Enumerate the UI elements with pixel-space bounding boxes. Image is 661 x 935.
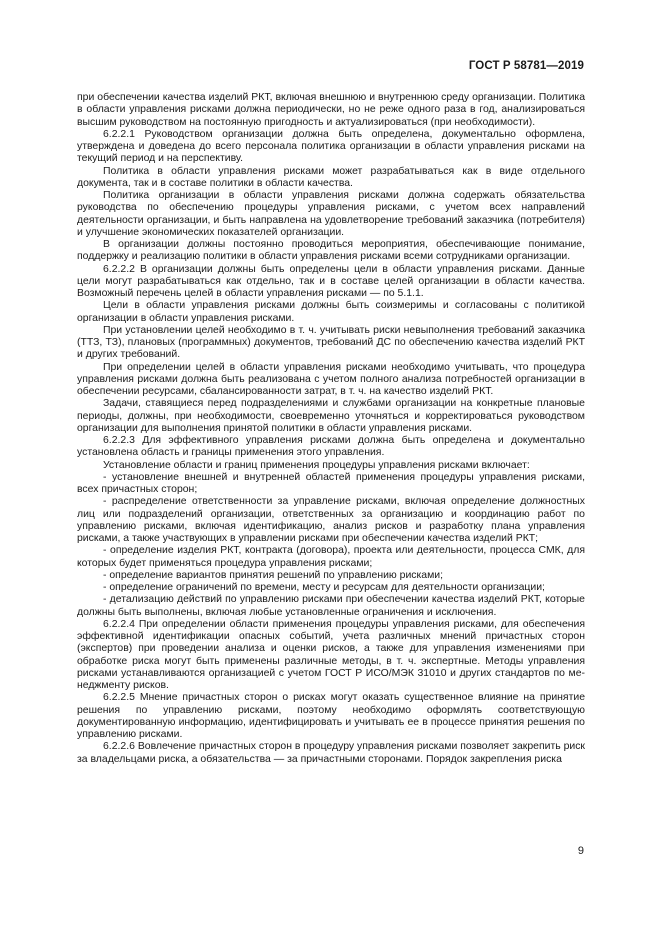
list-item: - детализацию действий по управлению рисками при обеспечении качества изделий РКТ, которые должны быть выполнены, включая любые установленные ограничения и исключения. [77, 594, 585, 618]
paragraph: 6.2.2.5 Мнение причастных сторон о рисках могут оказать существенное влияние на принятие решения по управлению рисками, поэтому необходимо оформлять соответствующую документированную информацию, идентифицировать и учитывать ее в процессе принятия решения по управлению рисками. [77, 692, 585, 740]
paragraph: при обеспечении качества изделий РКТ, включая внешнюю и внутреннюю среду организации. Политика в области управления рисками должна периодически, но не реже одного раза в год, анализироваться высшим руководством на постоянную пригодность и актуализироваться (при необходимости). [77, 92, 585, 128]
paragraph: Установление области и границ применения процедуры управления рисками включает: [103, 459, 530, 471]
paragraph: В организации должны постоянно проводиться мероприятия, обеспечивающие понимание, поддержку и реализацию политики в области управления рисками всеми сотрудниками организации. [77, 239, 585, 263]
paragraph: При определении целей в области управления рисками необходимо учитывать, что процедура управления рисками должна быть реализована с учетом полного анализа потребностей организации в обеспечении ресурсами, сбалансированности затрат, в т. ч. на качество изделий РКТ. [77, 361, 585, 397]
paragraph: 6.2.2.3 Для эффективного управления рисками должна быть определена и документально установлена область и границы применения этого управления. [77, 435, 585, 459]
paragraph: 6.2.2.4 При определении области применения процедуры управления рисками, для обеспечения эффективной идентификации опасных событий, учета различных мнений причастных сторон (экспертов) при проведении анализа и оценки рисков, а также для управления изменениями при обработке риска могут быть применены различные методы, в т. ч. экспертные. Методы управления рисками устанавливаются организацией с учетом ГОСТ Р ИСО/МЭК 31010 и других стандартов по менеджменту рисков. [77, 618, 585, 691]
paragraph: Политика организации в области управления рисками должна содержать обязательства руководства по обеспечению процедуры управления рисками, с учетом всех направлений деятельности организации, и быть направлена на удовлетворение требований заказчика (потребителя) и улучшение экономических показателей организации. [77, 190, 585, 238]
paragraph: При установлении целей необходимо в т. ч. учитывать риски невыполнения требований заказчика (ТТЗ, ТЗ), плановых (программных) документов, требований ДС по обеспечению качества изделий РКТ и других требований. [77, 324, 585, 361]
document-body [77, 92, 585, 766]
list-item: - определение ограничений по времени, месту и ресурсам для деятельности организации; [103, 582, 545, 593]
paragraph: Цели в области управления рисками должны быть соизмеримы и согласованы с политикой организации в области управления рисками. [77, 300, 585, 324]
page-number: 9 [577, 845, 584, 857]
paragraph: 6.2.2.2 В организации должны быть определены цели в области управления рисками. Данные цели могут разрабатываться как отдельно, так и в составе целей организации в области качества. Возможный перечень целей в области управления рисками — по 5.1.1. [77, 263, 585, 299]
paragraph: Задачи, ставящиеся перед подразделениями и службами организации на конкретные плановые периоды, должны, при необходимости, своевременно уточняться и корректироваться руководством организации для выполнения принятой политики в области управления рисками. [77, 398, 585, 434]
list-item: - распределение ответственности за управление рисками, включая определение должностных лиц или подразделений организации, ответственных за организацию и координацию работ по управлению рисками, включая идентификацию, анализ рисков и разработку плана управления рисками, а также участвующих в управлении рисками при обеспечении качества изделий РКТ; [77, 496, 585, 544]
list-item: - установление внешней и внутренней областей применения процедуры управления рисками, всех причастных сторон; [77, 471, 585, 495]
list-item: - определение изделия РКТ, контракта (договора), проекта или деятельности, процесса СМК, для которых будет применяться процедура управления рисками; [77, 545, 585, 569]
standard-designation: ГОСТ Р 58781—2019 [468, 60, 584, 72]
paragraph: Политика в области управления рисками может разрабатываться как в виде отдельного документа, так и в составе политики в области качества. [77, 165, 585, 189]
list-item: - определение вариантов принятия решений по управлению рисками; [103, 569, 444, 581]
paragraph: 6.2.2.1 Руководством организации должна быть определена, документально оформлена, утверждена и доведена до всего персонала политика организации в области управления рисками на текущий период и на перспективу. [77, 128, 585, 165]
paragraph: 6.2.2.6 Вовлечение причастных сторон в процедуру управления рисками позволяет закрепить риск за владельцами риска, а обязательства — за причастными сторонами. Порядок закрепления риска [77, 741, 585, 765]
